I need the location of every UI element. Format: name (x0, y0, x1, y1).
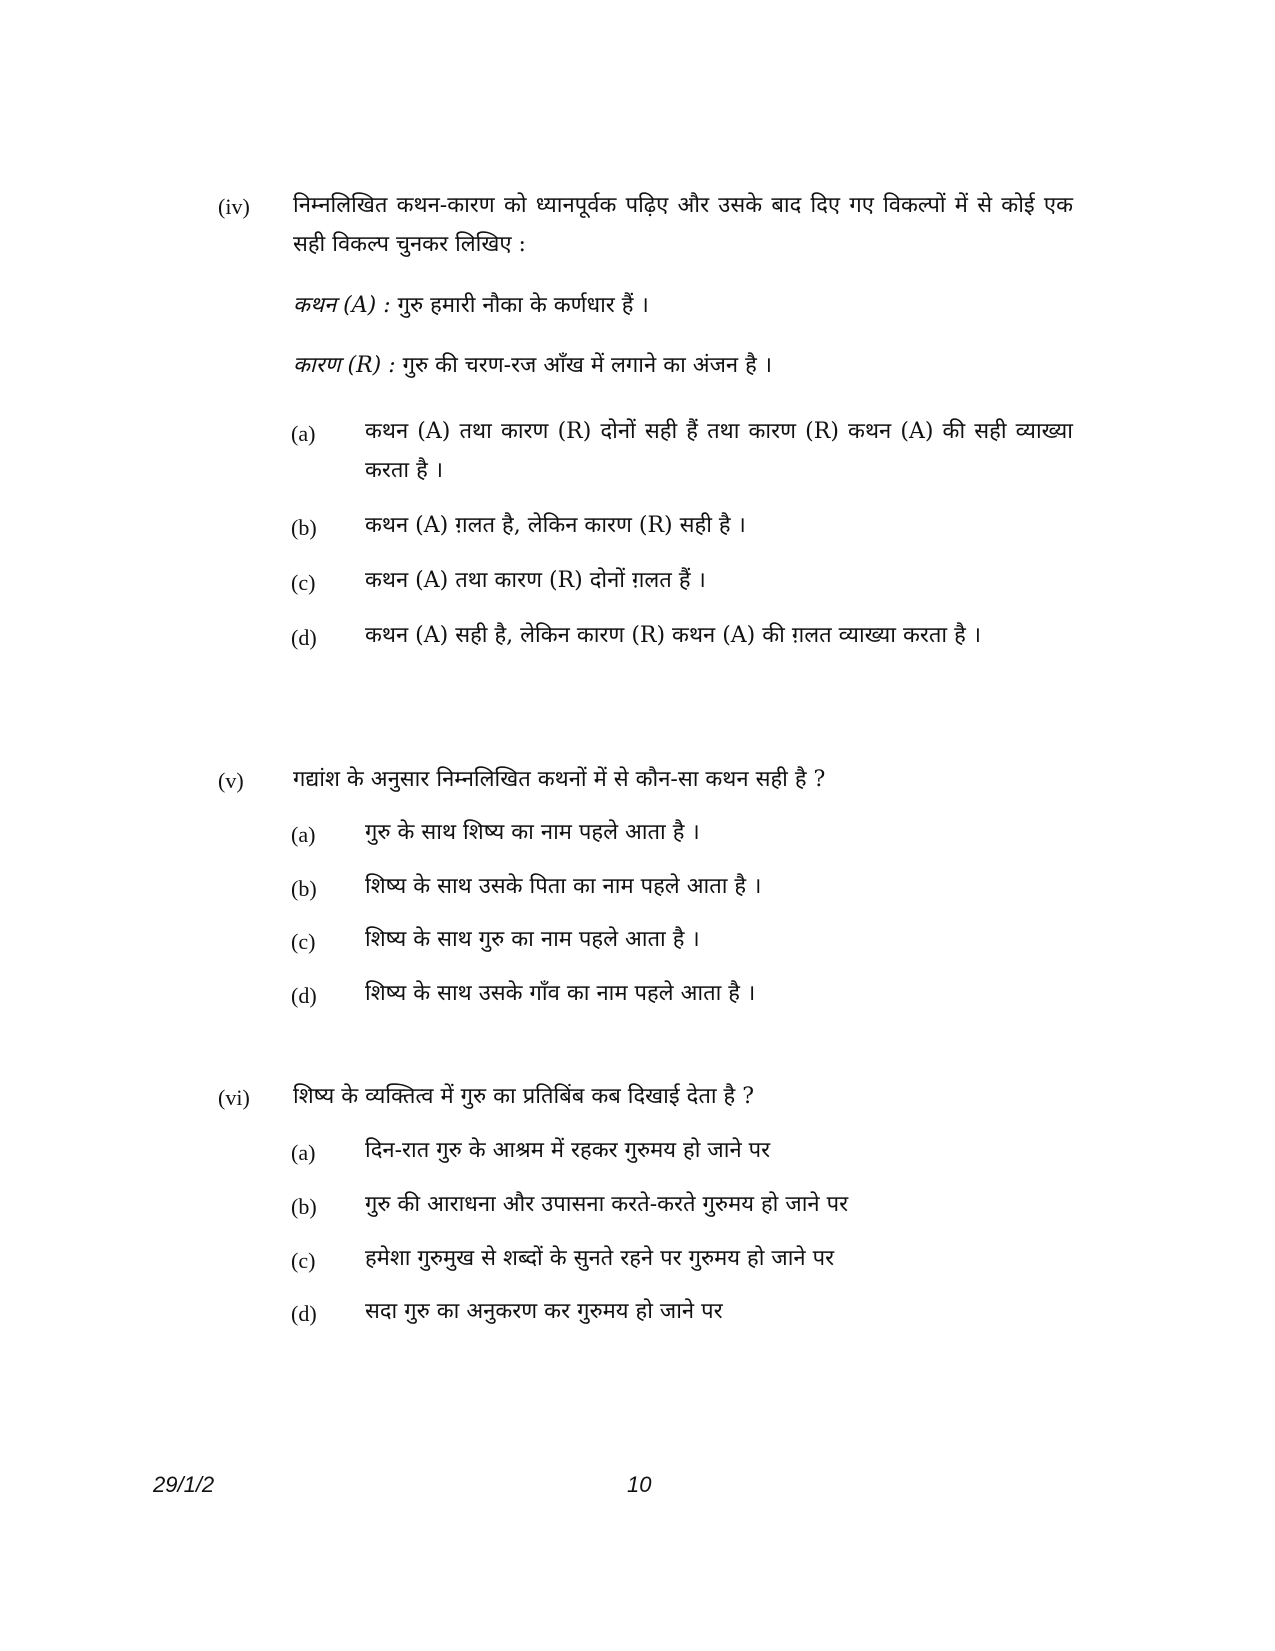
option-text-v-d: शिष्य के साथ उसके गाँव का नाम पहले आता है । (365, 981, 756, 1006)
assertion-text: गुरु हमारी नौका के कर्णधार हैं । (390, 293, 649, 318)
option-letter-iv-d: (d) (291, 625, 317, 650)
option-letter-v-d: (d) (291, 983, 317, 1008)
option-text-vi-c: हमेशा गुरुमुख से शब्दों के सुनते रहने पर गुरुमय हो जाने पर (365, 1246, 835, 1271)
option-text-v-a: गुरु के साथ शिष्य का नाम पहले आता है । (365, 820, 700, 845)
option-text-v-b: शिष्य के साथ उसके पिता का नाम पहले आता है । (365, 874, 762, 899)
assertion-statement (293, 288, 649, 324)
option-text-vi-b: गुरु की आराधना और उपासना करते-करते गुरुमय हो जाने पर (365, 1192, 849, 1217)
option-text-vi-a: दिन-रात गुरु के आश्रम में रहकर गुरुमय हो जाने पर (365, 1138, 771, 1163)
question-number-iv: (iv) (218, 194, 250, 219)
reason-text: गुरु की चरण-रज आँख में लगाने का अंजन है । (395, 353, 773, 378)
option-letter-vi-b: (b) (291, 1194, 317, 1219)
option-letter-vi-c: (c) (291, 1248, 316, 1273)
option-letter-iv-c: (c) (291, 570, 316, 595)
option-letter-v-a: (a) (291, 822, 316, 847)
question-number-vi: (vi) (218, 1085, 250, 1110)
option-text-iv-d: कथन (A) सही है, लेकिन कारण (R) कथन (A) की ग़लत व्याख्या करता है । (365, 623, 982, 648)
question-text-iv: निम्नलिखित कथन-कारण को ध्यानपूर्वक पढ़िए और उसके बाद दिए गए विकल्पों में से कोई एक सही विकल्प चुनकर लिखिए : (293, 193, 1073, 257)
option-letter-vi-a: (a) (291, 1140, 316, 1165)
question-number-v: (v) (218, 768, 244, 793)
option-text-iv-a: कथन (A) तथा कारण (R) दोनों सही हैं तथा कारण (R) कथन (A) की सही व्याख्या करता है । (365, 419, 1073, 483)
reason-statement (293, 348, 772, 384)
paper-code: 29/1/2 (153, 1472, 215, 1497)
assertion-label: कथन (A) : (293, 293, 391, 318)
option-letter-iv-a: (a) (291, 421, 316, 446)
option-text-iv-b: कथन (A) ग़लत है, लेकिन कारण (R) सही है । (365, 513, 746, 538)
option-letter-v-c: (c) (291, 929, 316, 954)
question-text-vi: शिष्य के व्यक्तित्व में गुरु का प्रतिबिंब कब दिखाई देता है ? (293, 1084, 755, 1109)
option-letter-iv-b: (b) (291, 515, 317, 540)
page-number: 10 (627, 1472, 652, 1497)
option-letter-vi-d: (d) (291, 1301, 317, 1326)
option-text-v-c: शिष्य के साथ गुरु का नाम पहले आता है । (365, 927, 700, 952)
option-text-vi-d: सदा गुरु का अनुकरण कर गुरुमय हो जाने पर (365, 1299, 723, 1324)
question-text-v: गद्यांश के अनुसार निम्नलिखित कथनों में से कौन-सा कथन सही है ? (293, 767, 826, 792)
option-text-iv-c: कथन (A) तथा कारण (R) दोनों ग़लत हैं । (365, 568, 706, 593)
reason-label: कारण (R) : (293, 353, 396, 378)
option-letter-v-b: (b) (291, 876, 317, 901)
